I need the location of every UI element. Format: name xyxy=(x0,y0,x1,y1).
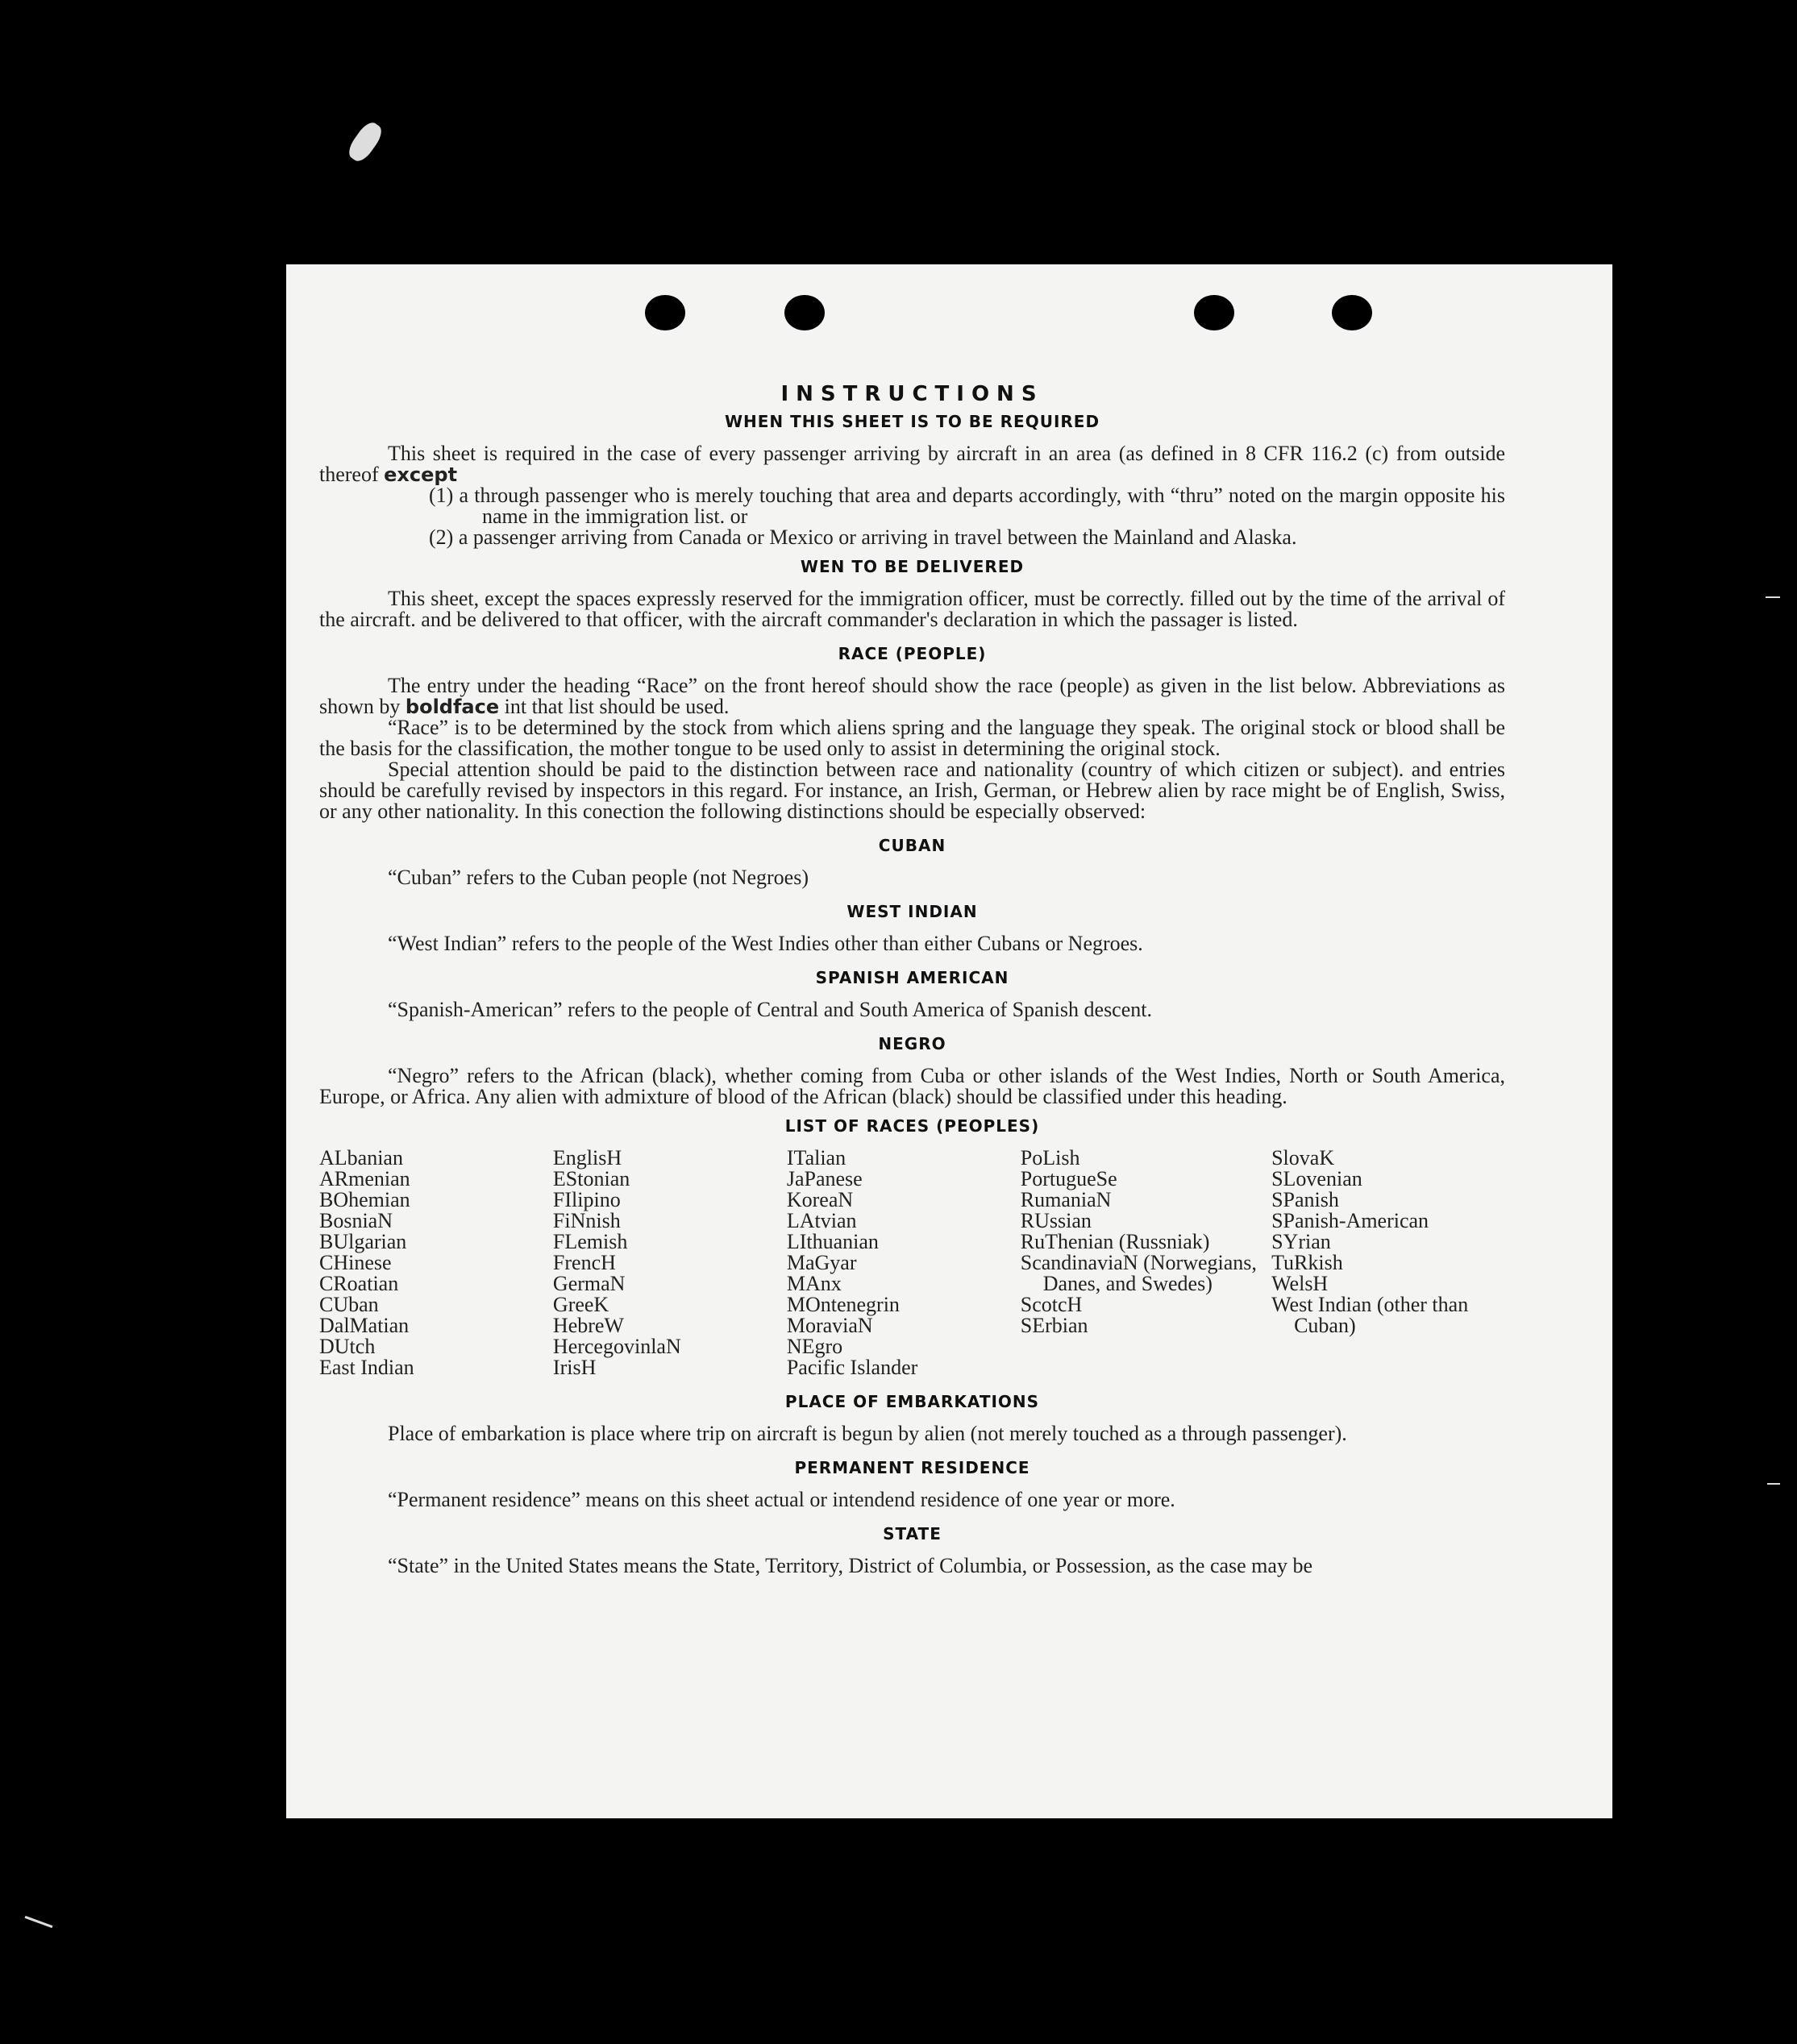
races-column-3 xyxy=(787,1148,1021,1378)
race-item: ALbanian xyxy=(319,1146,403,1169)
race-item: SErbian xyxy=(1020,1314,1088,1337)
race-item: HercegovinlaN xyxy=(552,1335,681,1358)
race-item: FLemish xyxy=(552,1230,628,1253)
races-list xyxy=(319,1148,1505,1378)
section-heading-delivered: WEN TO BE DELIVERED xyxy=(800,557,1025,576)
section-heading-permanent-residence: PERMANENT RESIDENCE xyxy=(794,1458,1030,1477)
race-item: RumaniaN xyxy=(1020,1188,1112,1211)
race-item: RuThenian (Russniak) xyxy=(1020,1230,1210,1253)
section-heading-embarkation: PLACE OF EMBARKATIONS xyxy=(784,1392,1040,1411)
race-item: West Indian (other than Cuban) xyxy=(1271,1293,1469,1337)
section-heading-race: RACE (PEOPLE) xyxy=(838,644,987,663)
document-body xyxy=(319,376,1505,1577)
state-text: “State” in the United States means the State, Territory, District of Columbia, or Possession, as the case may be xyxy=(388,1554,1312,1577)
except-bold: except xyxy=(384,463,458,486)
document-page xyxy=(286,264,1612,1818)
race-item: KoreaN xyxy=(786,1188,854,1211)
race-item: PortugueSe xyxy=(1020,1167,1117,1190)
race-item: FrencH xyxy=(552,1251,616,1274)
race-item: ScandinaviaN (Norwegians, Danes, and Swedes) xyxy=(1020,1251,1257,1295)
scan-dash xyxy=(25,1916,53,1928)
west-indian-text: “West Indian” refers to the people of the West Indies other than either Cubans or Negroes. xyxy=(388,932,1143,955)
boldface-bold: boldface xyxy=(405,696,500,718)
race-item: SYrian xyxy=(1271,1230,1331,1253)
race-item: EStonian xyxy=(552,1167,630,1190)
race-item: BOhemian xyxy=(319,1188,410,1211)
scan-dash xyxy=(1767,1483,1780,1485)
race-item: SLovenian xyxy=(1271,1167,1362,1190)
race-item: FIlipino xyxy=(552,1188,621,1211)
race-item: RUssian xyxy=(1020,1209,1092,1232)
negro-text: “Negro” refers to the African (black), whether coming from Cuba or other islands of the West Indies, North or South America, Europe, or Africa. Any alien with admixture of blood of the African (black) should be classified under this heading. xyxy=(319,1064,1505,1108)
document-title: INSTRUCTIONS xyxy=(780,382,1044,406)
race-item: PoLish xyxy=(1020,1146,1080,1169)
races-column-2 xyxy=(553,1148,787,1378)
race-item: CUban xyxy=(319,1293,379,1316)
race-item: HebreW xyxy=(552,1314,624,1337)
race-item: SPanish xyxy=(1271,1188,1339,1211)
race-item: MoraviaN xyxy=(786,1314,873,1337)
race-item: SlovaK xyxy=(1271,1146,1335,1169)
race-item: WelsH xyxy=(1271,1272,1329,1295)
race-item: MAnx xyxy=(786,1272,842,1295)
race-item: IrisH xyxy=(552,1356,597,1379)
scan-dash xyxy=(1766,596,1780,598)
race-item: FiNnish xyxy=(552,1209,621,1232)
punch-hole xyxy=(784,295,825,330)
race-item: DUtch xyxy=(319,1335,376,1358)
section-heading-west-indian: WEST INDIAN xyxy=(847,902,978,921)
race-item: ITalian xyxy=(786,1146,847,1169)
section-heading-spanish-american: SPANISH AMERICAN xyxy=(815,968,1009,987)
punch-hole xyxy=(1332,295,1372,330)
race-item: SPanish-American xyxy=(1271,1209,1429,1232)
race-item: LAtvian xyxy=(786,1209,857,1232)
required-intro: This sheet is required in the case of every passenger arriving by aircraft in an area (as defined in 8 CFR 116.2 (c) from outside thereof except xyxy=(319,442,1505,486)
punch-hole xyxy=(645,295,685,330)
cuban-text: “Cuban” refers to the Cuban people (not Negroes) xyxy=(388,866,809,889)
race-item: CRoatian xyxy=(319,1272,399,1295)
race-item: TuRkish xyxy=(1271,1251,1343,1274)
race-item: CHinese xyxy=(319,1251,392,1274)
permanent-residence-text: “Permanent residence” means on this sheet actual or intendend residence of one year or more. xyxy=(388,1488,1175,1511)
race-item: EnglisH xyxy=(552,1146,622,1169)
required-item-2: (2) a passenger arriving from Canada or Mexico or arriving in travel between the Mainland and Alaska. xyxy=(429,526,1297,549)
spanish-american-text: “Spanish-American” refers to the people of Central and South America of Spanish descent. xyxy=(388,998,1152,1021)
races-column-4 xyxy=(1021,1148,1271,1378)
race-paragraph-1: The entry under the heading “Race” on the front hereof should show the race (people) as given in the list below. Abbreviations as shown by boldface int that list should be used. xyxy=(319,674,1505,718)
race-item: NEgro xyxy=(786,1335,843,1358)
race-item: BosniaN xyxy=(319,1209,393,1232)
race-item: GreeK xyxy=(552,1293,609,1316)
race-item: LIthuanian xyxy=(786,1230,879,1253)
race-item: MOntenegrin xyxy=(786,1293,900,1316)
race-item: GermaN xyxy=(552,1272,626,1295)
race-item: MaGyar xyxy=(786,1251,857,1274)
section-heading-cuban: CUBAN xyxy=(878,836,946,855)
race-item: East Indian xyxy=(319,1356,414,1379)
race-item: DalMatian xyxy=(319,1314,410,1337)
race-item: BUlgarian xyxy=(319,1230,407,1253)
races-column-5 xyxy=(1271,1148,1505,1378)
section-heading-negro: NEGRO xyxy=(878,1034,946,1053)
race-item: ScotcH xyxy=(1020,1293,1083,1316)
section-heading-list-of-races: LIST OF RACES (PEOPLES) xyxy=(784,1116,1040,1136)
section-heading-state: STATE xyxy=(883,1524,942,1543)
race-item: JaPanese xyxy=(786,1167,863,1190)
delivered-text: This sheet, except the spaces expressly reserved for the immigration officer, must be correctly. filled out by the time of the arrival of the aircraft. and be delivered to that officer, with the aircraft commander's declaration in which the passager is listed. xyxy=(319,587,1505,631)
required-item-1: (1) a through passenger who is merely touching that area and departs accordingly, with “thru” noted on the margin opposite his name in the immigration list. or xyxy=(429,484,1505,528)
embarkation-text: Place of embarkation is place where trip on aircraft is begun by alien (not merely touched as a through passenger). xyxy=(388,1422,1347,1445)
race-paragraph-2: “Race” is to be determined by the stock from which aliens spring and the language they speak. The original stock or blood shall be the basis for the classification, the mother tongue to be used only to assist in determining the original stock. xyxy=(319,716,1505,760)
race-paragraph-3: Special attention should be paid to the distinction between race and nationality (country of which citizen or subject). and entries should be carefully revised by inspectors in this regard. For instance, an Irish, German, or Hebrew alien by race might be of English, Swiss, or any other nationality. In this conection the following distinctions should be especially observed: xyxy=(319,758,1505,823)
race-item: Pacific Islander xyxy=(786,1356,918,1379)
scan-speck xyxy=(344,118,385,165)
punch-hole xyxy=(1194,295,1234,330)
race-item: ARmenian xyxy=(319,1167,410,1190)
section-heading-required: WHEN THIS SHEET IS TO BE REQUIRED xyxy=(724,412,1100,431)
races-column-1 xyxy=(319,1148,553,1378)
